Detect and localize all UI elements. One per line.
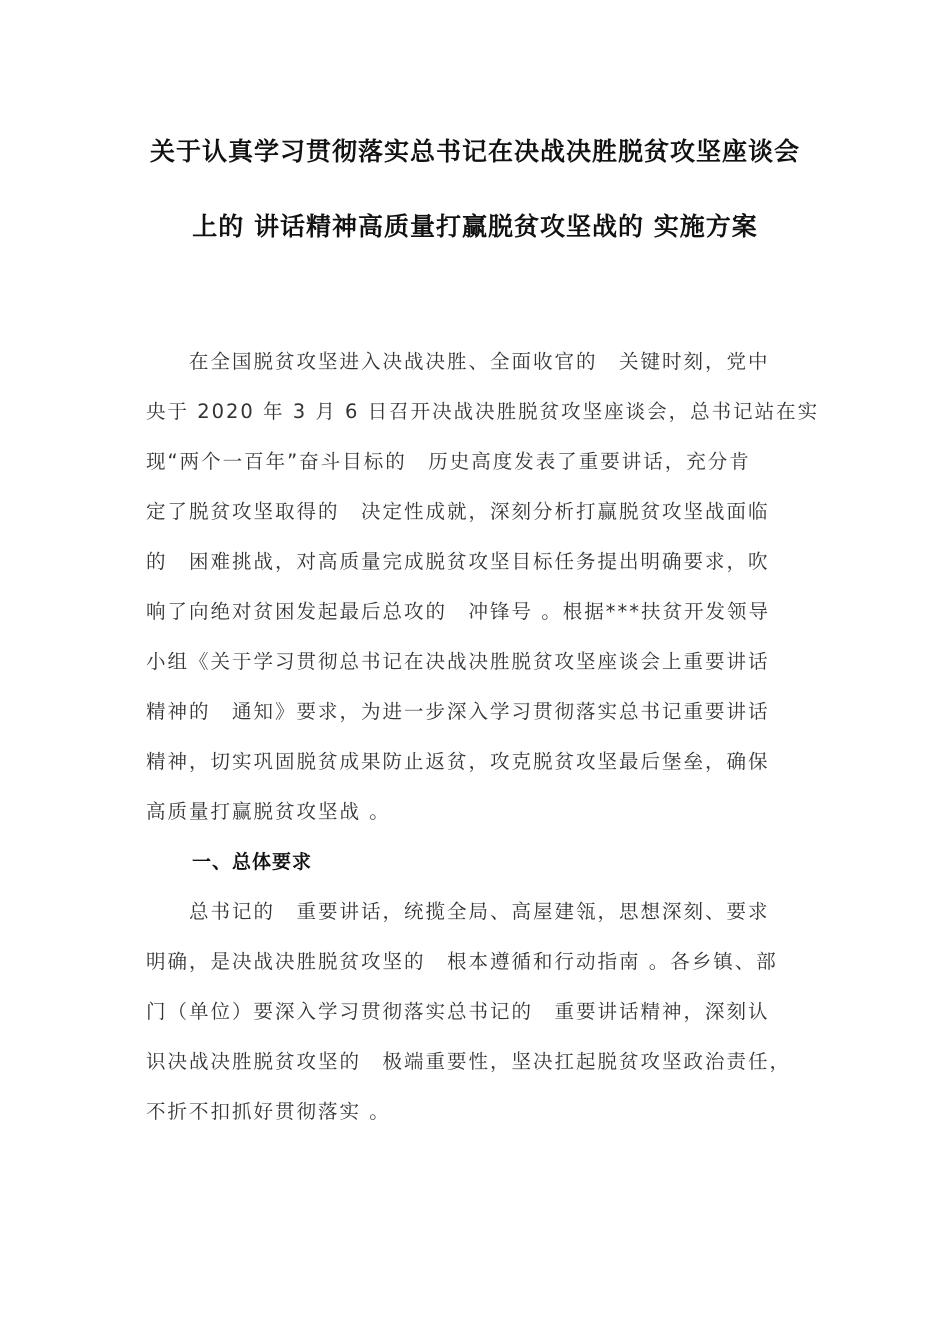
paragraph-2-line-3: 门（单位）要深入学习贯彻落实总书记的 重要讲话精神，深刻认 bbox=[146, 1000, 770, 1023]
document-title-line-2: 上的 讲话精神高质量打赢脱贫攻坚战的 实施方案 bbox=[192, 212, 758, 241]
paragraph-1-line-2: 央于 2020 年 3 月 6 日召开决战决胜脱贫攻坚座谈会，总书记站在实 bbox=[146, 400, 820, 423]
paragraph-1-line-3: 现“两个一百年”奋斗目标的 历史高度发表了重要讲话，充分肯 bbox=[146, 450, 751, 473]
paragraph-2-line-5: 不折不扣抓好贯彻落实 。 bbox=[146, 1100, 391, 1123]
document-title-line-1: 关于认真学习贯彻落实总书记在决战决胜脱贫攻坚座谈会 bbox=[149, 137, 800, 166]
paragraph-1-line-9: 精神，切实巩固脱贫成果防止返贫，攻克脱贫攻坚最后堡垒，确保 bbox=[146, 750, 770, 773]
paragraph-1-line-5: 的 困难挑战，对高质量完成脱贫攻坚目标任务提出明确要求，吹 bbox=[146, 550, 770, 573]
paragraph-2-line-4: 识决战决胜脱贫攻坚的 极端重要性，坚决扛起脱贫攻坚政治责任， bbox=[146, 1050, 792, 1073]
paragraph-1-line-1: 在全国脱贫攻坚进入决战决胜、全面收官的 关键时刻，党中 bbox=[146, 350, 770, 373]
paragraph-1-line-4: 定了脱贫攻坚取得的 决定性成就，深刻分析打赢脱贫攻坚战面临 bbox=[146, 500, 770, 523]
paragraph-1-line-7: 小组《关于学习贯彻总书记在决战决胜脱贫攻坚座谈会上重要讲话 bbox=[146, 650, 770, 673]
section-1-heading: 一、总体要求 bbox=[192, 851, 313, 873]
paragraph-2-line-2: 明确，是决战决胜脱贫攻坚的 根本遵循和行动指南 。各乡镇、部 bbox=[146, 950, 778, 973]
paragraph-2-line-1: 总书记的 重要讲话，统揽全局、高屋建瓴，思想深刻、要求 bbox=[146, 900, 770, 923]
paragraph-1-line-10: 高质量打赢脱贫攻坚战 。 bbox=[146, 800, 391, 823]
paragraph-1-line-8: 精神的 通知》要求，为进一步深入学习贯彻落实总书记重要讲话 bbox=[146, 700, 770, 723]
paragraph-1-line-6: 响了向绝对贫困发起最后总攻的 冲锋号 。根据***扶贫开发领导 bbox=[146, 600, 770, 623]
